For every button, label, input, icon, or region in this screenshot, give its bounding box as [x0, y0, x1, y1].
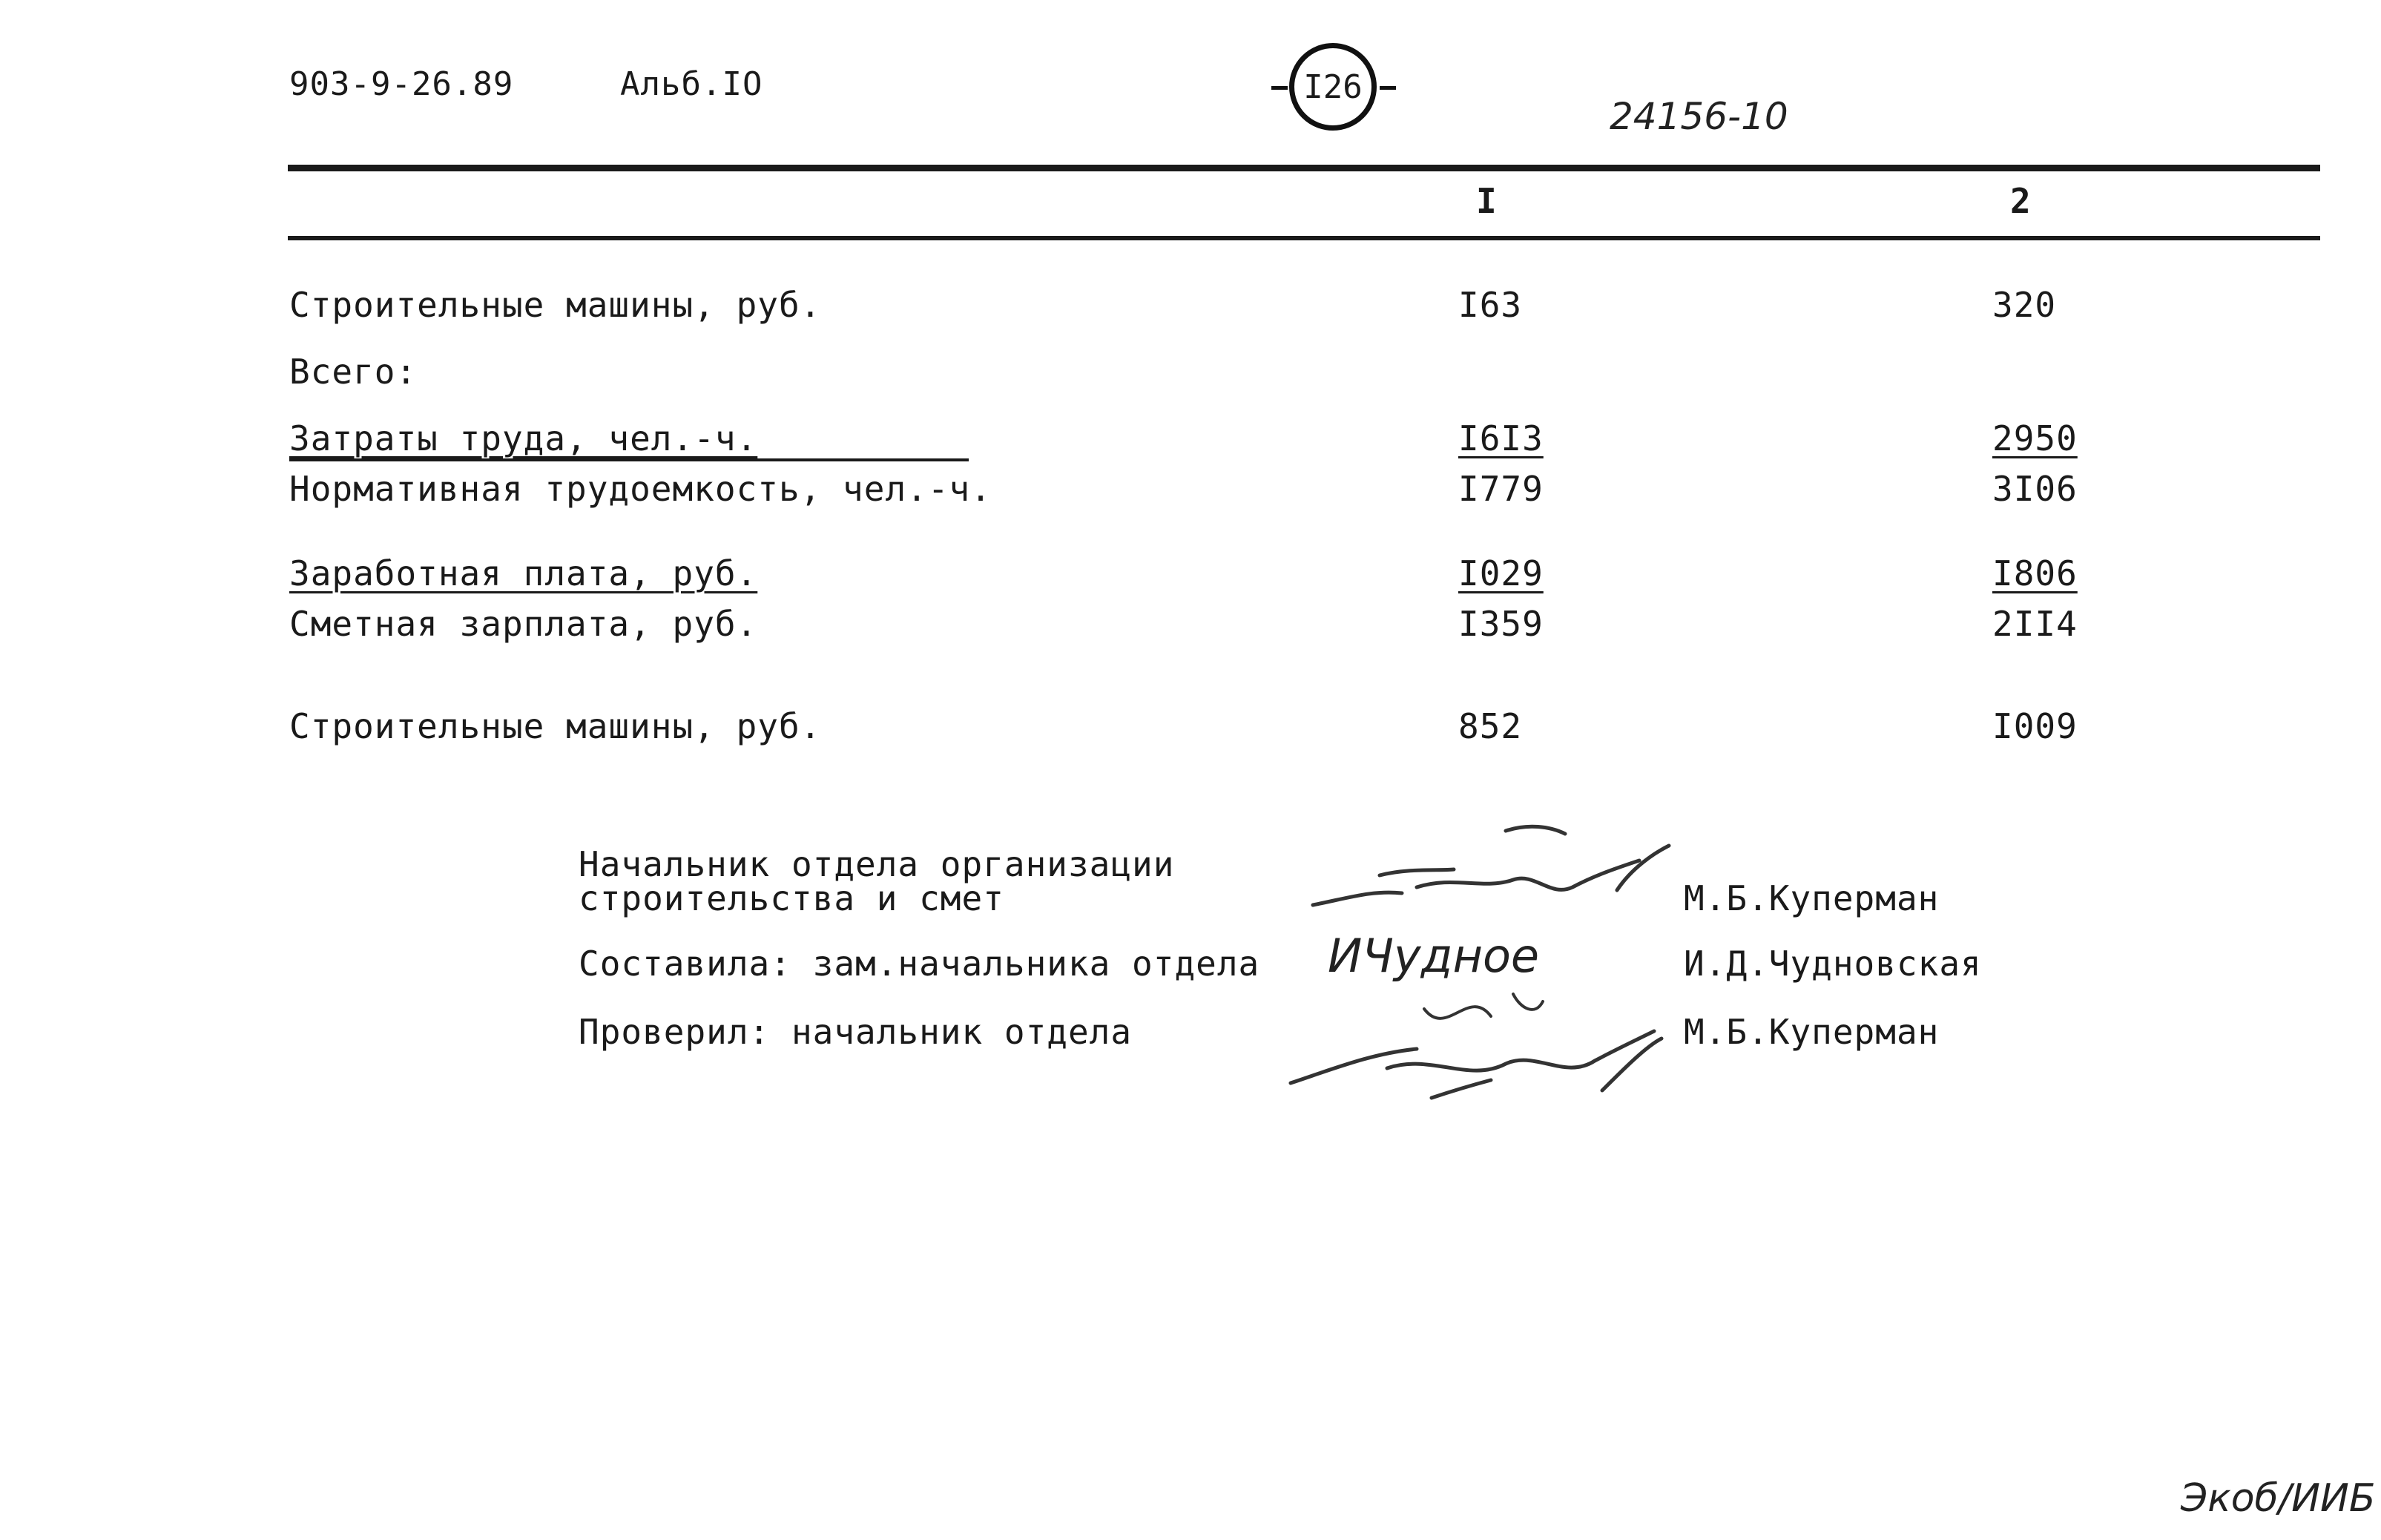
footer-handwritten-note: Экоб/ИИБ	[2181, 1476, 2376, 1521]
row-label: Сметная зарплата, руб.	[289, 604, 758, 644]
row-underline	[289, 458, 969, 461]
row-value-col1: I779	[1458, 469, 1544, 509]
row-label: Строительные машины, руб.	[289, 706, 822, 746]
page-number-dash-right	[1380, 86, 1396, 90]
row-label: Заработная плата, руб.	[289, 553, 758, 593]
head-name: М.Б.Куперман	[1684, 878, 1940, 918]
table-header-rule	[288, 236, 2320, 240]
row-value-col2: 2950	[1992, 418, 2078, 458]
checked-by-label: Проверил: начальник отдела	[579, 1012, 1133, 1052]
row-label: Строительные машины, руб.	[289, 285, 822, 325]
row-label: Затраты труда, чел.-ч.	[289, 418, 758, 458]
signature-checker	[1283, 1009, 1669, 1113]
handwritten-reference: 24156-10	[1610, 95, 1788, 138]
page-number: I26	[1303, 68, 1363, 106]
document-code: 903-9-26.89	[289, 65, 514, 103]
page-number-circle	[1289, 43, 1377, 131]
head-title-line1: Начальник отдела организации	[579, 844, 1175, 884]
row-value-col1: I6I3	[1458, 418, 1544, 458]
row-value-col2: 320	[1992, 285, 2057, 325]
signature-head	[1305, 816, 1676, 927]
row-value-col1: I029	[1458, 553, 1544, 593]
row-value-col2: 2II4	[1992, 604, 2078, 644]
page-number-dash-left	[1271, 86, 1288, 90]
row-value-col1: I359	[1458, 604, 1544, 644]
column-header-2: 2	[2010, 181, 2032, 221]
table-top-rule	[288, 165, 2320, 171]
signature-compiler: ИЧудное	[1328, 929, 1540, 983]
head-title-line2: строительства и смет	[579, 878, 1004, 918]
album-number: Альб.IO	[620, 65, 763, 103]
row-value-col1: 852	[1458, 706, 1523, 746]
row-label: Всего:	[289, 352, 418, 392]
row-value-col2: 3I06	[1992, 469, 2078, 509]
compiled-by-name: И.Д.Чудновская	[1684, 944, 1982, 984]
row-value-col1: I63	[1458, 285, 1523, 325]
row-value-col2: I009	[1992, 706, 2078, 746]
row-value-col2: I806	[1992, 553, 2078, 593]
column-header-1: I	[1476, 181, 1498, 221]
compiled-by-label: Составила: зам.начальника отдела	[579, 944, 1260, 984]
checked-by-name: М.Б.Куперман	[1684, 1012, 1940, 1052]
row-label: Нормативная трудоемкость, чел.-ч.	[289, 469, 992, 509]
